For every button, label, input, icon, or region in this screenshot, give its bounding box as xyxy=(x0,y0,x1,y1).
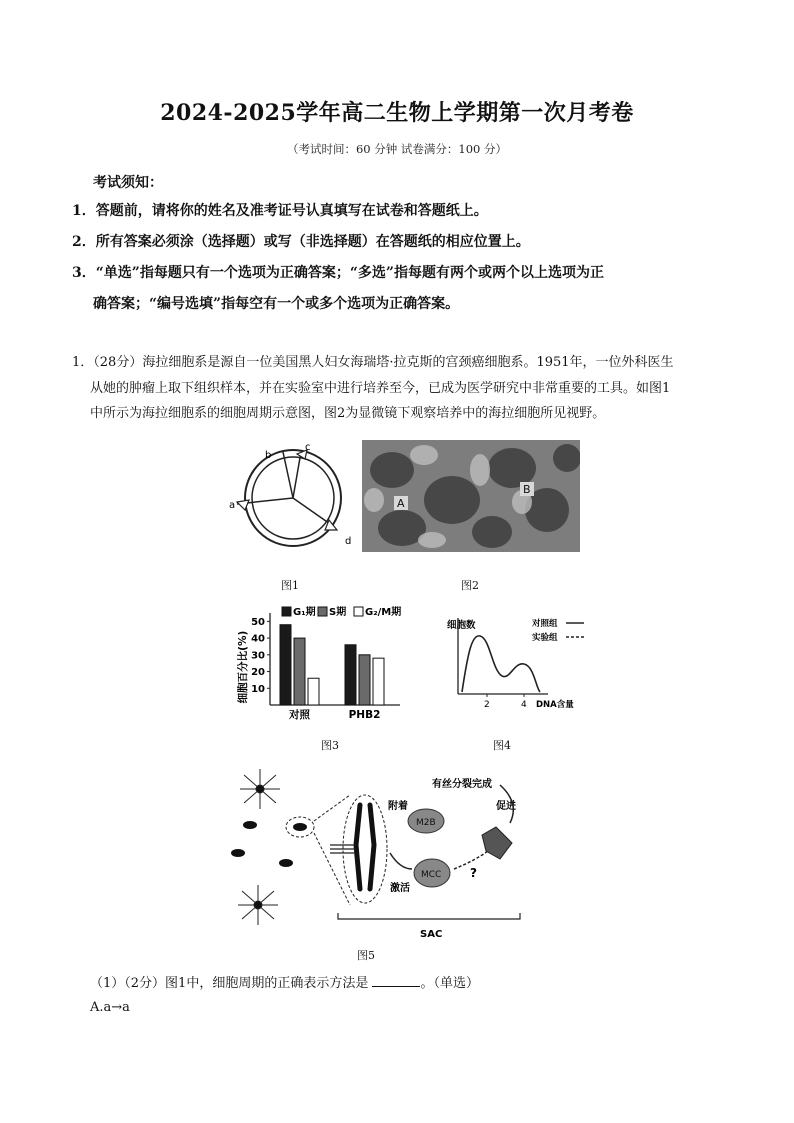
fig5-label-mcc: MCC xyxy=(421,870,442,880)
chart-y-axis-label: 细胞百分比(%) xyxy=(237,630,249,704)
fig5-label-question: ? xyxy=(470,866,477,880)
fig1-label-b: b xyxy=(265,450,272,461)
figure-1-cell-cycle xyxy=(225,440,355,555)
fig1-label-c: c xyxy=(305,442,311,453)
chart-bar xyxy=(345,645,356,705)
fig4-tick-4: 4 xyxy=(521,700,527,710)
aster-left-top xyxy=(240,769,280,809)
figure-4-caption: 图4 xyxy=(493,739,511,752)
chromosome-pairs xyxy=(231,821,307,867)
question-line: 1．（28分）海拉细胞系是源自一位美国黑人妇女海瑞塔·拉克斯的宫颈癌细胞系。1951年，一位外科医生 xyxy=(72,355,674,370)
exam-info: （考试时间：60 分钟 试卷满分：100 分） xyxy=(286,142,508,156)
chart-y-tick-label: 50 xyxy=(251,616,265,628)
figure-2-caption: 图2 xyxy=(461,579,479,592)
notice-text: 所有答案必须涂（选择题）或写（非选择题）在答题纸的相应位置上。 xyxy=(95,234,530,250)
fig5-label-done: 有丝分裂完成 xyxy=(432,779,492,790)
chart-bar xyxy=(280,625,291,705)
question-line: 中所示为海拉细胞系的细胞周期示意图，图2为显微镜下观察培养中的海拉细胞所见视野。 xyxy=(90,406,606,421)
answer-blank[interactable] xyxy=(372,974,420,987)
fig5-label-sac: SAC xyxy=(420,929,443,940)
chart-legend xyxy=(282,605,401,618)
sub-question-suffix: 。（单选） xyxy=(420,976,479,991)
notice-item-1 xyxy=(72,196,488,227)
chart-legend-swatch xyxy=(282,607,291,616)
notice-num: 1． xyxy=(72,203,96,219)
notice-text: “单选”指每题只有一个选项为正确答案；“多选”指每题有两个或两个以上选项为正 xyxy=(95,265,604,281)
sub-question-text: （1）（2分）图1中，细胞周期的正确表示方法是 xyxy=(90,976,369,991)
chart-legend-label: S期 xyxy=(329,607,347,618)
notice-num: 2． xyxy=(72,234,96,250)
chart-legend-label: G₁期 xyxy=(293,607,316,618)
fig1-label-a: a xyxy=(229,500,236,511)
page-title: 2024-2025学年高二生物上学期第一次月考卷 xyxy=(160,100,634,126)
chart-y-tick-label: 10 xyxy=(251,683,265,695)
sub-question-1 xyxy=(90,972,479,991)
chart-bar xyxy=(373,658,384,705)
fig5-label-attach: 附着 xyxy=(388,801,408,812)
figure-4-line-chart xyxy=(440,612,590,717)
fig4-legend-exp: 实验组 xyxy=(532,633,558,643)
aster-left-bottom xyxy=(238,885,278,925)
fig4-legend-control: 对照组 xyxy=(532,619,558,629)
fig5-label-promote: 促进 xyxy=(496,801,516,812)
figure-2-micrograph xyxy=(362,440,580,552)
chart-x-tick-label: 对照 xyxy=(289,709,310,721)
fig5-label-m2b: M2B xyxy=(416,818,436,828)
fig5-label-activate: 激活 xyxy=(390,883,410,894)
notice-item-3 xyxy=(72,258,604,289)
chart-y-tick-label: 20 xyxy=(251,667,265,679)
figure-1-caption: 图1 xyxy=(281,579,299,592)
chart-bars xyxy=(280,625,384,721)
chart-legend-label: G₂/M期 xyxy=(365,607,402,618)
question-line: 从她的肿瘤上取下组织样本，并在实验室中进行培养至今，已成为医学研究中非常重要的工具。如图1 xyxy=(90,380,671,396)
figure-5-sac-diagram xyxy=(220,765,540,945)
fig4-ylabel: 细胞数 xyxy=(447,620,476,631)
figure-3-caption: 图3 xyxy=(321,739,339,752)
notice-num: 3． xyxy=(72,265,96,281)
chart-legend-swatch xyxy=(318,607,327,616)
notice-item-3-cont: 确答案；“编号选填”指每空有一个或多个选项为正确答案。 xyxy=(93,296,460,312)
figure-5-caption: 图5 xyxy=(357,949,375,962)
notice-text: 答题前，请将你的姓名及准考证号认真填写在试卷和答题纸上。 xyxy=(95,203,488,219)
chart-bar xyxy=(294,638,305,705)
chart-y-tick-label: 40 xyxy=(251,633,265,645)
notice-item-2 xyxy=(72,227,530,258)
notice-heading: 考试须知： xyxy=(93,175,163,191)
fig2-label-b: B xyxy=(523,483,531,496)
chart-y-tick-label: 30 xyxy=(251,650,265,662)
fig4-xlabel: DNA含量 xyxy=(536,700,574,710)
figure-3-bar-chart xyxy=(230,605,410,730)
chart-x-tick-label: PHB2 xyxy=(348,709,381,721)
chart-bar xyxy=(359,655,370,705)
fig2-label-a: A xyxy=(397,497,405,510)
question-1-stem xyxy=(72,350,732,427)
option-a[interactable]: A.a→a xyxy=(90,1000,130,1015)
fig4-ylabel-1 xyxy=(447,619,476,631)
chart-legend-swatch xyxy=(354,607,363,616)
chart-bar xyxy=(308,678,319,705)
fig1-label-d: d xyxy=(345,536,352,547)
fig4-tick-2: 2 xyxy=(484,700,490,710)
